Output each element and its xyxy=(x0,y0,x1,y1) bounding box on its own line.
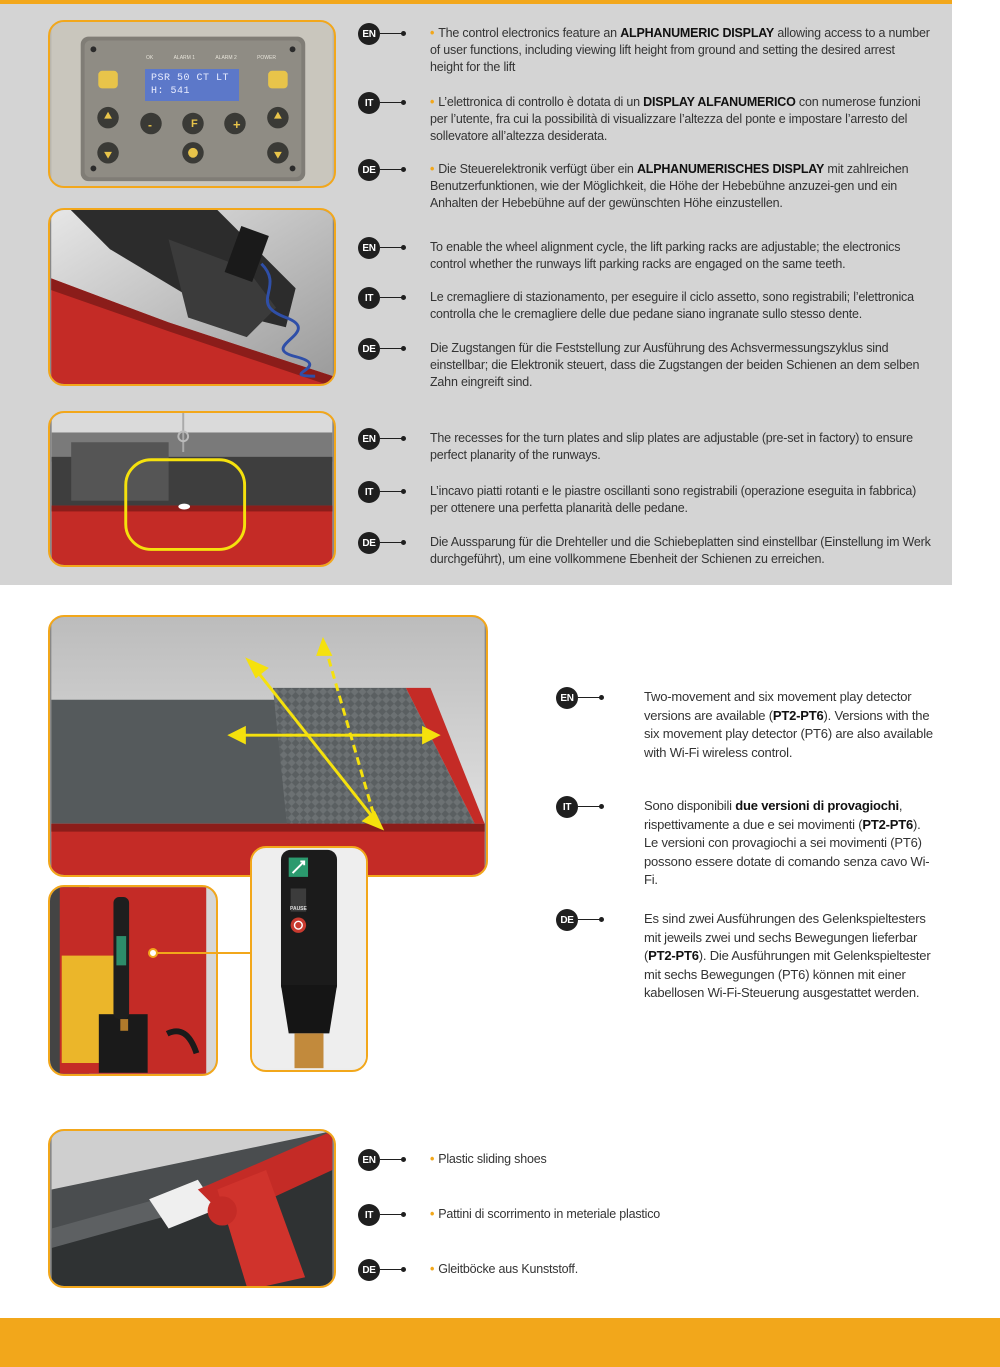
highlight: due versioni di provagiochi xyxy=(735,798,899,813)
bullet-icon: • xyxy=(430,1262,435,1276)
pointer-icon xyxy=(380,481,406,503)
play-detector-plate-illustration xyxy=(50,617,486,875)
pointer-icon xyxy=(380,287,406,309)
section3-en-text: The recesses for the turn plates and slip plates are adjustable (pre-set in factory) to ensure perfect planarity of the runways. xyxy=(430,431,913,462)
section3-en-row xyxy=(358,428,948,464)
highlight: DISPLAY ALFANUMERICO xyxy=(643,95,796,109)
highlight: ALPHANUMERISCHES DISPLAY xyxy=(636,162,825,176)
bullet-icon: • xyxy=(430,1207,435,1221)
right-margin xyxy=(952,0,1000,1367)
section4-it-text: Sono disponibili due versioni di provagiochi, rispettivamente a due e sei movimenti (PT2-PT6). Le versioni con provagiochi a sei movimenti (PT6) possono essere dotate di comando senza cavo Wi-Fi. xyxy=(644,798,930,887)
section2-en-text: To enable the wheel alignment cycle, the lift parking racks are adjustable; the electronics control whether the runways lift parking racks are engaged on the same teeth. xyxy=(430,240,901,271)
bullet-icon: • xyxy=(430,1152,435,1166)
section3-de-text: Die Aussparung für die Drehteller und die Schiebeplatten sind einstellbar (Einstellung im Werk durchgeführt), um eine vollkommene Ebenheit der Schienen zu erreichen. xyxy=(430,535,931,566)
connector-dot xyxy=(148,948,158,958)
indicator-alarm2-label: ALARM 2 xyxy=(215,55,237,61)
lcd-line-1: PSR 50 CT LT xyxy=(151,73,230,84)
it-badge: IT xyxy=(358,287,380,309)
it-badge: IT xyxy=(358,92,380,114)
minus-key-label: - xyxy=(148,118,152,132)
pointer-icon xyxy=(380,23,406,45)
section2-de-row xyxy=(358,338,948,391)
plus-key-label: + xyxy=(233,117,241,132)
bullet-icon: • xyxy=(430,95,435,109)
pointer-icon xyxy=(380,92,406,114)
section3-de-row xyxy=(358,532,948,568)
highlight: ALPHANUMERIC DISPLAY xyxy=(620,26,775,40)
pointer-icon xyxy=(380,338,406,360)
lcd-display xyxy=(145,69,239,101)
pointer-icon xyxy=(578,796,604,818)
f-key-label: F xyxy=(191,118,198,130)
it-badge: IT xyxy=(358,481,380,503)
de-badge: DE xyxy=(358,338,380,360)
section1-it-row xyxy=(358,92,948,145)
pointer-icon xyxy=(380,1149,406,1171)
section4-en-text: Two-movement and six movement play detector versions are available (PT2-PT6). Versions with the six movement play detector (PT6) are also available with Wi-Fi wireless control. xyxy=(644,689,933,760)
sliding-shoes-illustration xyxy=(50,1131,334,1286)
bottom-accent-bar xyxy=(0,1318,1000,1367)
sliding-shoes-photo xyxy=(48,1129,336,1288)
de-badge: DE xyxy=(358,159,380,181)
indicator-alarm1-label: ALARM 1 xyxy=(173,55,195,61)
pointer-icon xyxy=(380,532,406,554)
handle-closeup-photo xyxy=(250,846,368,1072)
de-badge: DE xyxy=(358,532,380,554)
play-detector-plate-photo xyxy=(48,615,488,877)
pointer-icon xyxy=(578,687,604,709)
bullet-icon: • xyxy=(430,26,435,40)
section1-it-text: • L’elettronica di controllo è dotata di un DISPLAY ALFANUMERICO con numerose funzioni per l’utente, fra cui la possibilità di visualizzare l’altezza del ponte e impostare l’arresto del sollevatore all’altezza desiderata. xyxy=(430,95,921,143)
control-panel-illustration xyxy=(50,22,334,186)
section1-de-row xyxy=(358,159,948,212)
pointer-icon xyxy=(380,1204,406,1226)
section4-de-row xyxy=(556,909,956,1003)
pointer-icon xyxy=(380,1259,406,1281)
section2-en-row xyxy=(358,237,948,273)
section2-it-row xyxy=(358,287,948,323)
section2-it-text: Le cremagliere di stazionamento, per eseguire il ciclo assetto, sono registrabili; l’elettronica controlla che le cremagliere delle due pedane siano ingranate sullo stesso dente. xyxy=(430,290,914,321)
pause-label: PAUSE xyxy=(290,906,307,912)
it-badge: IT xyxy=(358,1204,380,1226)
control-panel-photo xyxy=(48,20,336,188)
handle-closeup-illustration xyxy=(252,848,366,1070)
section4-it-row xyxy=(556,796,956,890)
pointer-icon xyxy=(578,909,604,931)
parking-rack-illustration xyxy=(50,210,334,384)
en-badge: EN xyxy=(358,1149,380,1171)
section5-de-text: • Gleitböcke aus Kunststoff. xyxy=(430,1262,578,1276)
section4-en-row xyxy=(556,687,956,762)
pointer-icon xyxy=(380,159,406,181)
highlight: PT2-PT6 xyxy=(648,948,699,963)
en-badge: EN xyxy=(358,23,380,45)
section3-it-row xyxy=(358,481,948,517)
section5-it-text: • Pattini di scorrimento in meteriale plastico xyxy=(430,1207,661,1221)
bullet-icon: • xyxy=(430,162,435,176)
section5-it-row xyxy=(358,1204,948,1226)
de-badge: DE xyxy=(556,909,578,931)
section5-de-row xyxy=(358,1259,948,1281)
pointer-icon xyxy=(380,428,406,450)
highlight: PT2-PT6 xyxy=(772,707,824,723)
indicator-labels xyxy=(146,55,276,61)
en-badge: EN xyxy=(556,687,578,709)
en-badge: EN xyxy=(358,428,380,450)
de-badge: DE xyxy=(358,1259,380,1281)
section1-en-text: • The control electronics feature an ALPHANUMERIC DISPLAY allowing access to a number of user functions, including viewing lift height from ground and setting the desired arrest height for the lift xyxy=(430,26,930,74)
pointer-icon xyxy=(380,237,406,259)
parking-rack-photo xyxy=(48,208,336,386)
indicator-power-label: POWER xyxy=(257,55,276,61)
en-badge: EN xyxy=(358,237,380,259)
section3-it-text: L’incavo piatti rotanti e le piastre oscillanti sono registrabili (operazione eseguita in fabbrica) per ottenere una perfetta planarità delle pedane. xyxy=(430,484,917,515)
it-badge: IT xyxy=(556,796,578,818)
handle-mounted-illustration xyxy=(50,887,216,1074)
section4-de-text: Es sind zwei Ausführungen des Gelenkspieltesters mit jeweils zwei und sechs Bewegungen lieferbar (PT2-PT6). Die Ausführungen mit Gelenkspieltester mit sechs Bewegungen (PT6) können mit einer kabellosen Wi-Fi-Steuerung ausgestattet werden. xyxy=(644,911,931,1000)
section1-de-text: • Die Steuerelektronik verfügt über ein ALPHANUMERISCHES DISPLAY mit zahlreichen Benutzerfunktionen, wie der Möglichkeit, die Höhe der Hebebühne anzuzei-gen und ein Anhalten der Hebebühne auf der gewünschten Höhe einzustellen. xyxy=(430,162,909,210)
play-detector-handle-photo xyxy=(48,885,218,1076)
section2-de-text: Die Zugstangen für die Feststellung zur Ausführung des Achsvermessungszyklus sind einstellbar; die Elektronik steuert, dass die Zugstangen der beiden Schienen an dem selben Zahn eingreift sind. xyxy=(430,341,920,389)
recess-illustration xyxy=(50,413,334,565)
section1-en-row xyxy=(358,23,948,76)
section5-en-row xyxy=(358,1149,948,1171)
highlight: PT2-PT6 xyxy=(862,816,913,832)
section5-en-text: • Plastic sliding shoes xyxy=(430,1152,547,1166)
recess-photo xyxy=(48,411,336,567)
lcd-line-2: H: 541 xyxy=(151,86,191,97)
indicator-ok-label: OK xyxy=(146,55,154,61)
